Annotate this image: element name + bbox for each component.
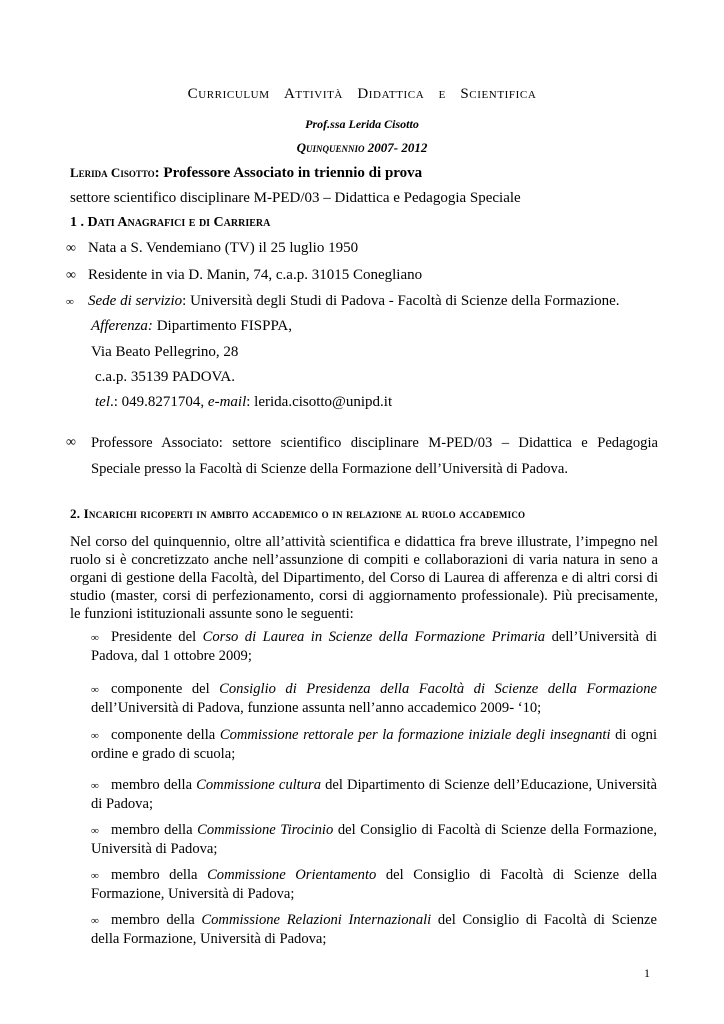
page-number: 1 xyxy=(644,966,650,980)
infinity-bullet-icon: ∞ xyxy=(91,825,99,837)
list-item: ∞ membro della Commissione cultura del Dipartimento di Scienze dell’Educazione, Università di Padova; xyxy=(91,777,658,812)
infinity-bullet-icon: ∞ xyxy=(91,730,99,742)
infinity-bullet-icon: ∞ xyxy=(66,241,76,256)
tel-label: tel xyxy=(95,394,110,410)
infinity-bullet-icon: ∞ xyxy=(66,268,76,283)
address-city: c.a.p. 35139 PADOVA. xyxy=(95,369,236,385)
intro-name: Lerida Cisotto xyxy=(70,165,155,180)
position-bullet xyxy=(66,434,88,451)
title-word: Curriculum xyxy=(187,86,270,102)
residence-text: Residente in via D. Manin, 74, c.a.p. 31015 Conegliano xyxy=(88,267,423,283)
infinity-bullet-icon: ∞ xyxy=(91,780,99,792)
list-item: ∞ membro della Commissione Orientamento del Consiglio di Facoltà di Scienze della Formazione, Università di Padova; xyxy=(91,867,657,902)
title-word: Attività xyxy=(283,86,343,102)
section2-number: 2. xyxy=(70,506,84,521)
list-item: ∞ membro della Commissione Tirocinio del Consiglio di Facoltà di Scienze della Formazione, Università di Padova; xyxy=(91,822,658,857)
residence-item xyxy=(66,267,422,284)
office-item xyxy=(66,293,620,310)
birth-item xyxy=(66,240,358,257)
list-item: ∞ componente del Consiglio di Presidenza della Facoltà di Scienze della Formazione dell’Università di Padova, funzione assunta nell’anno accademico 2009- ‘10; xyxy=(91,681,657,716)
office-value: : Università degli Studi di Padova - Facoltà di Scienze della Formazione. xyxy=(182,293,620,309)
period-line xyxy=(0,140,724,156)
page-title xyxy=(0,86,724,103)
list-item: ∞ membro della Commissione Relazioni Internazionali del Consiglio di Facoltà di Scienze della Formazione, Università di Padova; xyxy=(91,912,657,947)
intro-heading xyxy=(70,165,422,182)
email-label: e-mail xyxy=(207,394,247,410)
list-item: ∞ Presidente del Corso di Laurea in Scienze della Formazione Primaria dell’Università di Padova, dal 1 ottobre 2009; xyxy=(91,629,657,664)
title-word: Didattica xyxy=(357,86,425,102)
section1-number: 1 . xyxy=(70,215,88,230)
section2-heading xyxy=(70,506,525,522)
section1-title: Dati Anagrafici e di Carriera xyxy=(87,215,271,230)
office-label: Sede di servizio xyxy=(88,293,183,309)
section2-intro: Nel corso del quinquennio, oltre all’attività scientifica e didattica fra breve illustrate, l’impegno nel ruolo si è concretizzato anche nell’assunzione di compiti e collaborazioni di varia natura in seno a organi di gestione della Facoltà, del Dipartimento, del Corso di Laurea di afferenza e di altri corsi di studio (master, corsi di perfezionamento, corsi di aggiornamento professionale). Più precisamente, le funzioni istituzionali assunte sono le seguenti: xyxy=(70,534,658,622)
infinity-bullet-icon: ∞ xyxy=(66,435,76,450)
tel-value: .: 049.8271704, xyxy=(110,394,208,410)
title-word: e xyxy=(438,86,446,102)
list-item: ∞ componente della Commissione rettorale per la formazione iniziale degli insegnanti di ogni ordine e grado di scuola; xyxy=(91,727,658,762)
affiliation-label: Afferenza: xyxy=(91,318,153,334)
infinity-bullet-icon: ∞ xyxy=(91,915,99,927)
affiliation-value: Dipartimento FISPPA, xyxy=(152,318,292,334)
section1-heading xyxy=(70,215,270,231)
infinity-bullet-icon: ∞ xyxy=(91,870,99,882)
infinity-bullet-icon: ∞ xyxy=(91,632,99,644)
period-prefix: Quinquennio xyxy=(296,140,365,155)
title-word: Scientifica xyxy=(460,86,537,102)
intro-role: : Professore Associato in triennio di prova xyxy=(154,165,423,181)
intro-sector: settore scientifico disciplinare M-PED/03 – Didattica e Pedagogia Speciale xyxy=(70,190,521,206)
affiliation-line xyxy=(91,318,292,335)
section2-title: Incarichi ricoperti in ambito accademico o in relazione al ruolo accademico xyxy=(83,506,526,521)
period-years: 2007- 2012 xyxy=(364,140,428,155)
position-text: Professore Associato: settore scientifico disciplinare M-PED/03 – Didattica e Pedagogia Speciale presso la Facoltà di Scienze della Formazione dell’Università di Padova. xyxy=(91,435,658,477)
infinity-bullet-icon: ∞ xyxy=(91,684,99,696)
contact-line xyxy=(95,394,392,411)
address-street: Via Beato Pellegrino, 28 xyxy=(91,344,239,360)
author-subtitle: Prof.ssa Lerida Cisotto xyxy=(305,117,419,131)
infinity-bullet-icon: ∞ xyxy=(66,296,74,308)
birth-text: Nata a S. Vendemiano (TV) il 25 luglio 1950 xyxy=(88,240,359,256)
email-value: : lerida.cisotto@unipd.it xyxy=(246,394,393,410)
